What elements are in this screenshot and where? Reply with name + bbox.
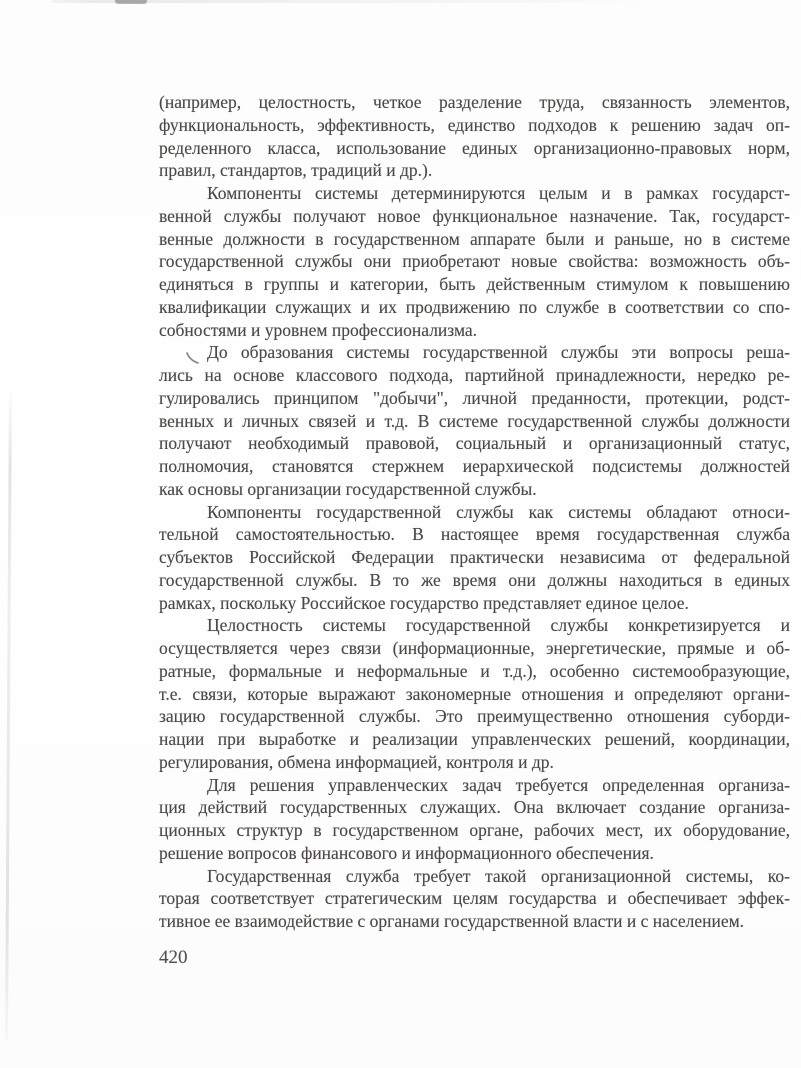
scan-left-shadow-line	[5, 388, 12, 1040]
text-line: как основы организации государственной службы.	[159, 478, 537, 499]
text-line: собностями и уровнем профессионализма.	[159, 319, 478, 340]
body-text	[159, 91, 790, 933]
text-line: функциональность, эффективность, единство подходов к решению задач оп-	[159, 114, 790, 135]
paragraph	[159, 341, 790, 500]
page-number: 420	[159, 947, 188, 968]
text-line: гулировались принципом "добычи", личной преданности, протекции, родст-	[159, 387, 790, 408]
text-line: зацию государственной службы. Это преимущественно отношения суборди-	[159, 706, 790, 727]
text-line: Целостность системы государственной службы конкретизируется и	[207, 615, 790, 636]
text-line: Для решения управленческих задач требуется определенная организа-	[207, 774, 790, 795]
text-line: ратные, формальные и неформальные и т.д.), особенно системообразующие,	[159, 660, 790, 681]
text-line: получают необходимый правовой, социальный и организационный статус,	[159, 433, 790, 454]
paragraph	[159, 614, 790, 773]
scan-edge-dark-spot	[115, 0, 147, 4]
text-line: т.е. связи, которые выражают закономерные отношения и определяют органи-	[159, 683, 790, 704]
text-line: ция действий государственных служащих. Она включает создание организа-	[159, 797, 790, 818]
text-line: Компоненты государственной службы как системы обладают относи-	[207, 501, 790, 522]
text-line: тивное ее взаимодействие с органами государственной власти и с населением.	[159, 911, 745, 931]
text-line: Компоненты системы детерминируются целым и в рамках государст-	[207, 183, 790, 203]
text-line: ционных структур в государственном органе, рабочих мест, их оборудование,	[159, 820, 790, 840]
text-line: правил, стандартов, традиций и др.).	[159, 160, 433, 181]
text-line: нации при выработке и реализации управленческих решений, координации,	[159, 729, 790, 749]
text-line: венных и личных связей и т.д. В системе государственной службы должности	[159, 410, 790, 431]
text-line: решение вопросов финансового и информационного обеспечения.	[159, 842, 654, 863]
text-line: субъектов Российской Федерации практически независима от федеральной	[159, 547, 790, 567]
text-line: До образования системы государственной службы эти вопросы реша-	[207, 342, 790, 363]
text-line: государственной службы они приобретают новые свойства: возможность объ-	[159, 251, 790, 272]
text-line: венной службы получают новое функциональное назначение. Так, государст-	[159, 205, 790, 226]
paragraph	[159, 865, 790, 933]
text-line: полномочия, становятся стержнем иерархической подсистемы должностей	[159, 456, 790, 476]
text-line: тельной самостоятельностью. В настоящее время государственная служба	[159, 524, 790, 545]
text-line: государственной службы. В то же время они должны находиться в единых	[159, 569, 790, 590]
paragraph	[159, 91, 790, 182]
paragraph	[159, 182, 790, 341]
text-line: ределенного класса, использование единых организационно-правовых норм,	[159, 137, 790, 158]
text-line: (например, целостность, четкое разделение труда, связанность элементов,	[159, 92, 790, 112]
text-line: венные должности в государственном аппарате были и раньше, но в системе	[159, 228, 790, 249]
text-line: единяться в группы и категории, быть действенным стимулом к повышению	[159, 274, 790, 294]
text-line: осуществляется через связи (информационные, энергетические, прямые и об-	[159, 638, 790, 658]
paragraph	[159, 774, 790, 865]
text-line: рамках, поскольку Российское государство представляет единое целое.	[159, 592, 689, 613]
text-line: Государственная служба требует такой организационной системы, ко-	[207, 865, 790, 886]
text-line: квалификации служащих и их продвижению по службе в соответствии со спо-	[159, 296, 790, 317]
paragraph	[159, 501, 790, 615]
text-line: лись на основе классового подхода, партийной принадлежности, нередко ре-	[159, 365, 790, 385]
text-line: торая соответствует стратегическим целям государства и обеспечивает эффек-	[159, 888, 790, 909]
text-line: регулирования, обмена информацией, контроля и др.	[159, 751, 554, 772]
